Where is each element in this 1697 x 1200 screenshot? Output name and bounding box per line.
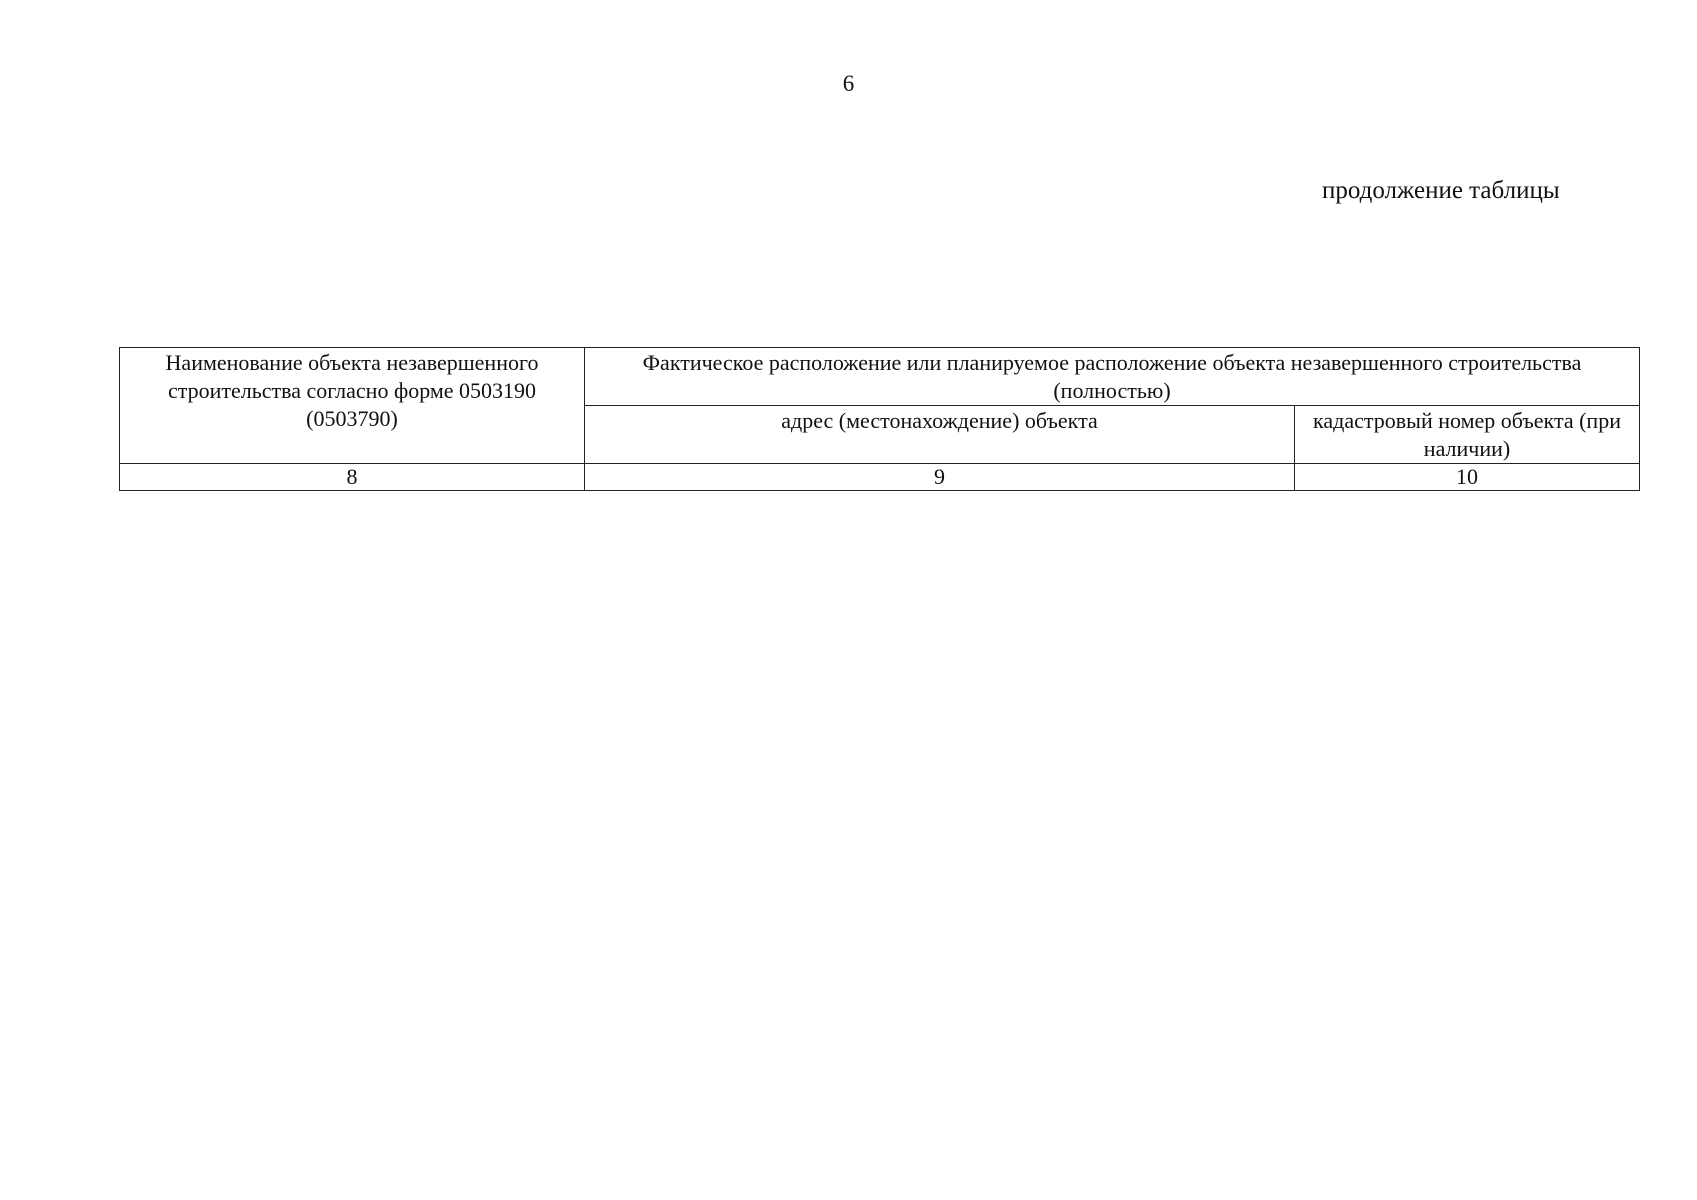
column-number-9: 9	[585, 464, 1295, 491]
header-address: адрес (местонахождение) объекта	[585, 406, 1295, 464]
table-continuation-label: продолжение таблицы	[1322, 177, 1560, 204]
construction-objects-table	[119, 347, 1640, 491]
column-number-10: 10	[1295, 464, 1640, 491]
page-number: 6	[842, 71, 855, 96]
table-column-numbers-row	[120, 464, 1640, 491]
header-cadastral-number: кадастровый номер объекта (при наличии)	[1295, 406, 1640, 464]
header-object-name: Наименование объекта незавершенного строительства согласно форме 0503190 (0503790)	[120, 348, 585, 464]
table-header-row-top	[120, 348, 1640, 406]
header-location: Фактическое расположение или планируемое расположение объекта незавершенного строительства (полностью)	[585, 348, 1640, 406]
column-number-8: 8	[120, 464, 585, 491]
